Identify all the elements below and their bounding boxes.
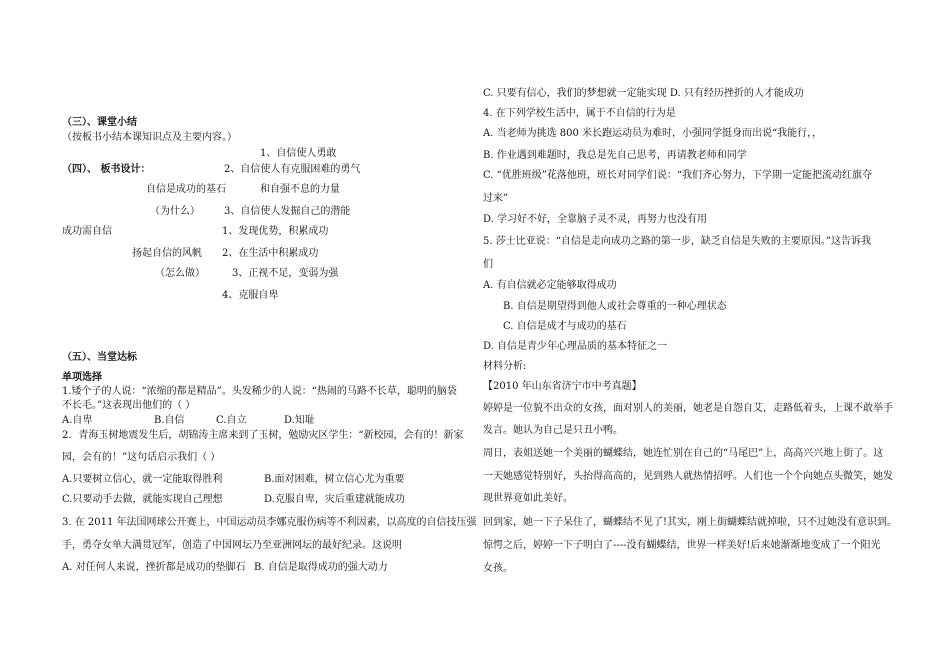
passage-2-line-2: 一天她感觉特别好，头抬得高高的，见到熟人就热情招呼。人们也一个个向她点头微笑，她发 [483, 471, 893, 482]
board-c1: 1、自信使人勇敢 [260, 148, 337, 159]
passage-3-line-1: 回到家，她一下子呆住了，蝴蝶结不见了!其实，刚上街蝴蝶结就掉啦，只不过她没有意识到。 [483, 517, 898, 528]
passage-3-line-3: 女孩。 [483, 563, 513, 574]
q3-line-2: 手，勇夺女单大满贯冠军，创造了中国网坛乃至亚洲网坛的最好纪录。这说明 [62, 540, 402, 551]
passage-1-line-2: 发言。她认为自己是只丑小鸭。 [483, 425, 623, 436]
board-c3: 3、自信使人发掘自己的潜能 [224, 206, 351, 217]
board-c2: 2、自信使人有克服困难的勇气 [224, 164, 361, 175]
exam-source: 【2010 年山东省济宁市中考真题】 [483, 381, 642, 392]
board-d1: 1、发现优势，积累成功 [222, 226, 329, 237]
board-why: （为什么） [150, 206, 200, 217]
section-5-title: （五）、当堂达标 [62, 352, 137, 363]
board-sail: 扬起自信的风帆 [132, 248, 202, 259]
q5-option-a: A. 有自信就必定能够取得成功 [483, 280, 617, 291]
q3-option-b: B. 自信是取得成功的强大动力 [254, 562, 388, 573]
q3-option-cd: C. 只要有信心，我们的梦想就一定能实现 D. 只有经历挫折的人才能成功 [483, 88, 804, 99]
q5-stem-line-1: 5. 莎士比亚说：“自信是走向成功之路的第一步，缺乏自信是失败的主要原因。”这告诉我 [483, 236, 871, 247]
q2-line-1: 2．青海玉树地震发生后，胡锦涛主席来到了玉树，勉励灾区学生：“新校园，会有的！新家 [62, 430, 464, 441]
q2-option-a: A.只要树立信心，就一定能取得胜利 [62, 474, 223, 485]
q1-option-c: C.自立 [216, 415, 247, 426]
section-3-note: （按板书小结本课知识点及主要内容。） [62, 132, 237, 143]
q4-option-c-line-1: C. “优胜班级”花落他班，班长对同学们说：“我们齐心努力，下学期一定能把流动红旗夺 [483, 170, 872, 181]
q1-option-d: D.知耻 [284, 415, 315, 426]
single-choice-heading: 单项选择 [62, 372, 102, 383]
q4-option-d: D. 学习好不好，全靠脑子灵不灵，再努力也没有用 [483, 214, 708, 225]
q5-option-c: C. 自信是成才与成功的基石 [503, 321, 627, 332]
board-d2: 2、在生活中积累成功 [222, 248, 319, 259]
q2-option-c: C.只要动手去做，就能实现自己理想 [62, 494, 223, 505]
board-a1: 自信是成功的基石 [146, 184, 226, 195]
section-3-title: （三）、课堂小结 [62, 117, 137, 128]
q1-line-1: 1.矮个子的人说：“浓缩的都是精品”。头发稀少的人说：“热闹的马路不长草，聪明的脑袋 [62, 386, 457, 397]
q2-option-b: B.面对困难，树立信心尤为重要 [264, 474, 405, 485]
q4-option-a: A. 当老师为挑选 800 米长跑运动员为难时，小强同学挺身而出说“我能行，， [483, 128, 823, 139]
passage-2-line-1: 周日，表姐送她一个美丽的蝴蝶结，她连忙别在自己的“马尾巴”上，高高兴兴地上街了。这 [483, 448, 884, 459]
q4-option-c-line-2: 过来” [483, 193, 509, 204]
q2-line-2: 园，会有的！”这句话启示我们（ ） [62, 452, 221, 463]
q1-option-b: B.自信 [154, 415, 185, 426]
q4-stem: 4. 在下列学校生活中，属于不自信的行为是 [483, 108, 676, 119]
board-d3: 3、正视不足，变弱为强 [232, 268, 339, 279]
passage-1-line-1: 婷婷是一位貌不出众的女孩，面对别人的美丽，她老是自怨自艾，走路低着头，上课不敢举手 [483, 403, 893, 414]
board-a2: 和自强不息的力量 [260, 184, 340, 195]
q1-option-a: A.自卑 [62, 415, 93, 426]
q5-stem-line-2: 们 [483, 259, 493, 270]
q3-line-1: 3. 在 2011 年法国网球公开赛上，中国运动员李娜克服伤病等不利因素，以高度的自信技压强 [62, 517, 477, 528]
q4-option-b: B. 作业遇到难题时，我总是先自己思考，再请教老师和同学 [483, 150, 747, 161]
board-title: （四）、 板书设计： [62, 164, 151, 175]
q5-option-d: D. 自信是青少年心理品质的基本特征之一 [483, 341, 668, 352]
q2-option-d: D.克服自卑，灾后重建就能成功 [264, 494, 405, 505]
q1-line-2: 不长毛。”这表现出他们的（ ） [62, 400, 196, 411]
board-how: （怎么做） [155, 268, 205, 279]
board-root: 成功需自信 [62, 226, 112, 237]
material-heading: 材料分析: [483, 361, 527, 372]
passage-3-line-2: 惊愕之后，婷婷一下子明白了----没有蝴蝶结，世界一样美好!后来她渐渐地变成了一个阳光 [483, 540, 881, 551]
passage-2-line-3: 现世界竟如此美好。 [483, 493, 573, 504]
q5-option-b: B. 自信是期望得到他人或社会尊重的一种心理状态 [503, 301, 727, 312]
q3-option-a: A. 对任何人来说，挫折都是成功的垫脚石 [62, 562, 246, 573]
board-d4: 4、克服自卑 [222, 290, 279, 301]
